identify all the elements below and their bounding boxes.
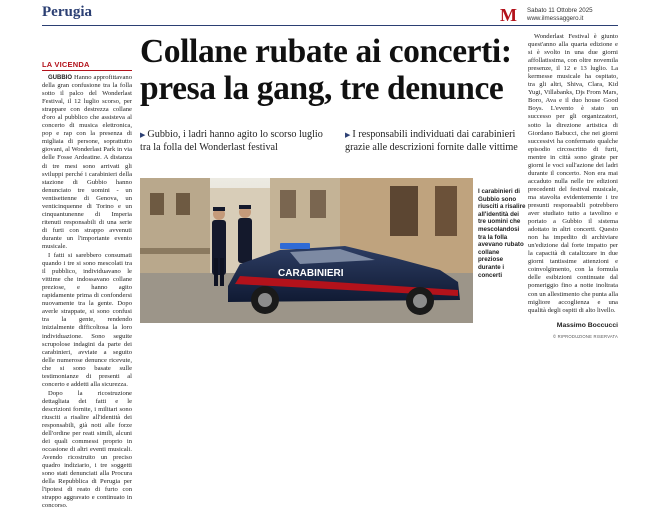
copyright-note: © RIPRODUZIONE RISERVATA	[552, 334, 618, 339]
triangle-bullet-icon: ▶	[140, 131, 146, 139]
subhead-2	[345, 129, 525, 154]
subhead-2-text: I responsabili individuati dai carabinieri grazie alle descrizioni fornite dalle vittime	[345, 129, 518, 153]
subhead-1-text: Gubbio, i ladri hanno agito lo scorso luglio tra la folla del Wonderlast festival	[140, 129, 323, 153]
paragraph-text: Hanno approfittavano della gran confusione tra la folla sotto il palco del Wonderlast Festival, il 12 luglio scorso, per strappare con destrezza collane d'oro al pubblico che assisteva al concerto di musica elettronica, pop e rap con la presenza di migliaia di persone, soprattutto giovani, al Wonderlast Park in via delle Fosse Ardeatine. A distanza di tre mesi sono arrivati gli sviluppi perché i carabinieri della stazione di Gubbio hanno denunciato tre uomini - un ventisettenne di Genova, un venticinquenne di Torino e un cinquantunenne di Imperia ritenuti responsabili di una serie di furti con strappo avvenuti durante un l'importante evento musicale.	[42, 74, 132, 250]
issue-date: Sabato 11 Ottobre 2025	[527, 7, 593, 14]
news-photo	[140, 178, 473, 323]
article-paragraph: Dopo la ricostruzione dettagliata dei fatti e le descrizioni fornite, i militari sono riusciti a risalire all'identità dei responsabili, già noti alle forze dell'ordine per reati simili, alcuni dei quali commessi proprio in occasione di altri eventi musicali. Avendo ricostruito un preciso quadro indiziario, i tre soggetti sono stati denunciati alla Procura della Repubblica di Perugia per l'ipotesi di reato di furto con strappo aggravato e continuato in concorso.	[42, 389, 132, 510]
article-left-column	[42, 74, 132, 511]
kicker-label: LA VICENDA	[42, 60, 90, 69]
section-title: Perugia	[42, 4, 92, 20]
carabinieri-car-photo	[140, 178, 473, 323]
masthead-rule	[42, 25, 618, 26]
car-label-text: CARABINIERI	[278, 268, 344, 279]
photo-caption: I carabinieri di Gubbio sono riusciti a risalire all'identità dei tre uomini che mescolandosi tra la folla avevano rubato collane preziose durante i concerti	[478, 188, 526, 279]
triangle-bullet-icon: ▶	[345, 131, 351, 139]
kicker-rule	[42, 70, 132, 71]
headline-line-2: presa la gang, tre denunce	[140, 70, 504, 107]
newspaper-logo: M	[500, 5, 517, 25]
subhead-1	[140, 129, 335, 154]
article-paragraph: I fatti si sarebbero consumati quando i tre si sono mescolati tra il pubblico, individuavano le vittime che indossavano collane preziose, e hanno agito rapidamente prima di confondersi nuovamente tra la gente. Dopo averle strappate, si sono confusi tra la gente, rendendo inizialmente difficoltosa la loro individuazione. Sono seguite scrupolose indagini da parte dei carabinieri, avviate a seguito delle numerose denunce ricevute, che si sono basate sulle testimonianze di presenti al concerto e addetti alla sicurezza.	[42, 252, 132, 388]
lead-word: GUBBIO	[48, 75, 72, 81]
dateline	[527, 7, 593, 23]
headline-line-1: Collane rubate ai concerti:	[140, 33, 512, 70]
website: www.ilmessaggero.it	[527, 15, 584, 22]
article-paragraph	[42, 74, 132, 251]
article-right-column	[528, 33, 618, 315]
author-byline: Massimo Boccucci	[556, 322, 618, 329]
article-paragraph: Wonderlast Festival è giunto quest'anno alla quarta edizione e si è svolto in una due giorni affollatissima, con oltre novemila presenze, il 12 e 13 luglio. La kermesse musicale ha ospitato, tra gli altri, Shiva, Clara, Kid Yugi, Villabanks, Djs From Mars, Boro, Ava e il duo house Good Boys. L'evento è stato un successo per gli organizzatori, sotto la direzione artistica di Giordano Babucci, che nei giorni successivi ha confermato qualche episodio circoscritto di furti, mentre in città sono girate per giorni le voci sull'azione dei ladri durante il concerto. Non era mai accaduto nulla nelle tre edizioni precedenti del festival musicale, ma stavolta evidentemente i tre presunti responsabili potrebbero aver studiato tutto a tavolino e portato a Gubbio il sistema adottato in altri concerti. Questo non ha impedito di archiviare un'edizione dal forte impatto per la capacità di catalizzare in due giorni tantissime attenzioni e coinvolgimento, con la formula delle esibizioni continuate dal pomeriggio fino a notte inoltrata con un allestimento che punta alla migliore accoglienza e una qualità degli ospiti di alto livello.	[528, 33, 618, 314]
